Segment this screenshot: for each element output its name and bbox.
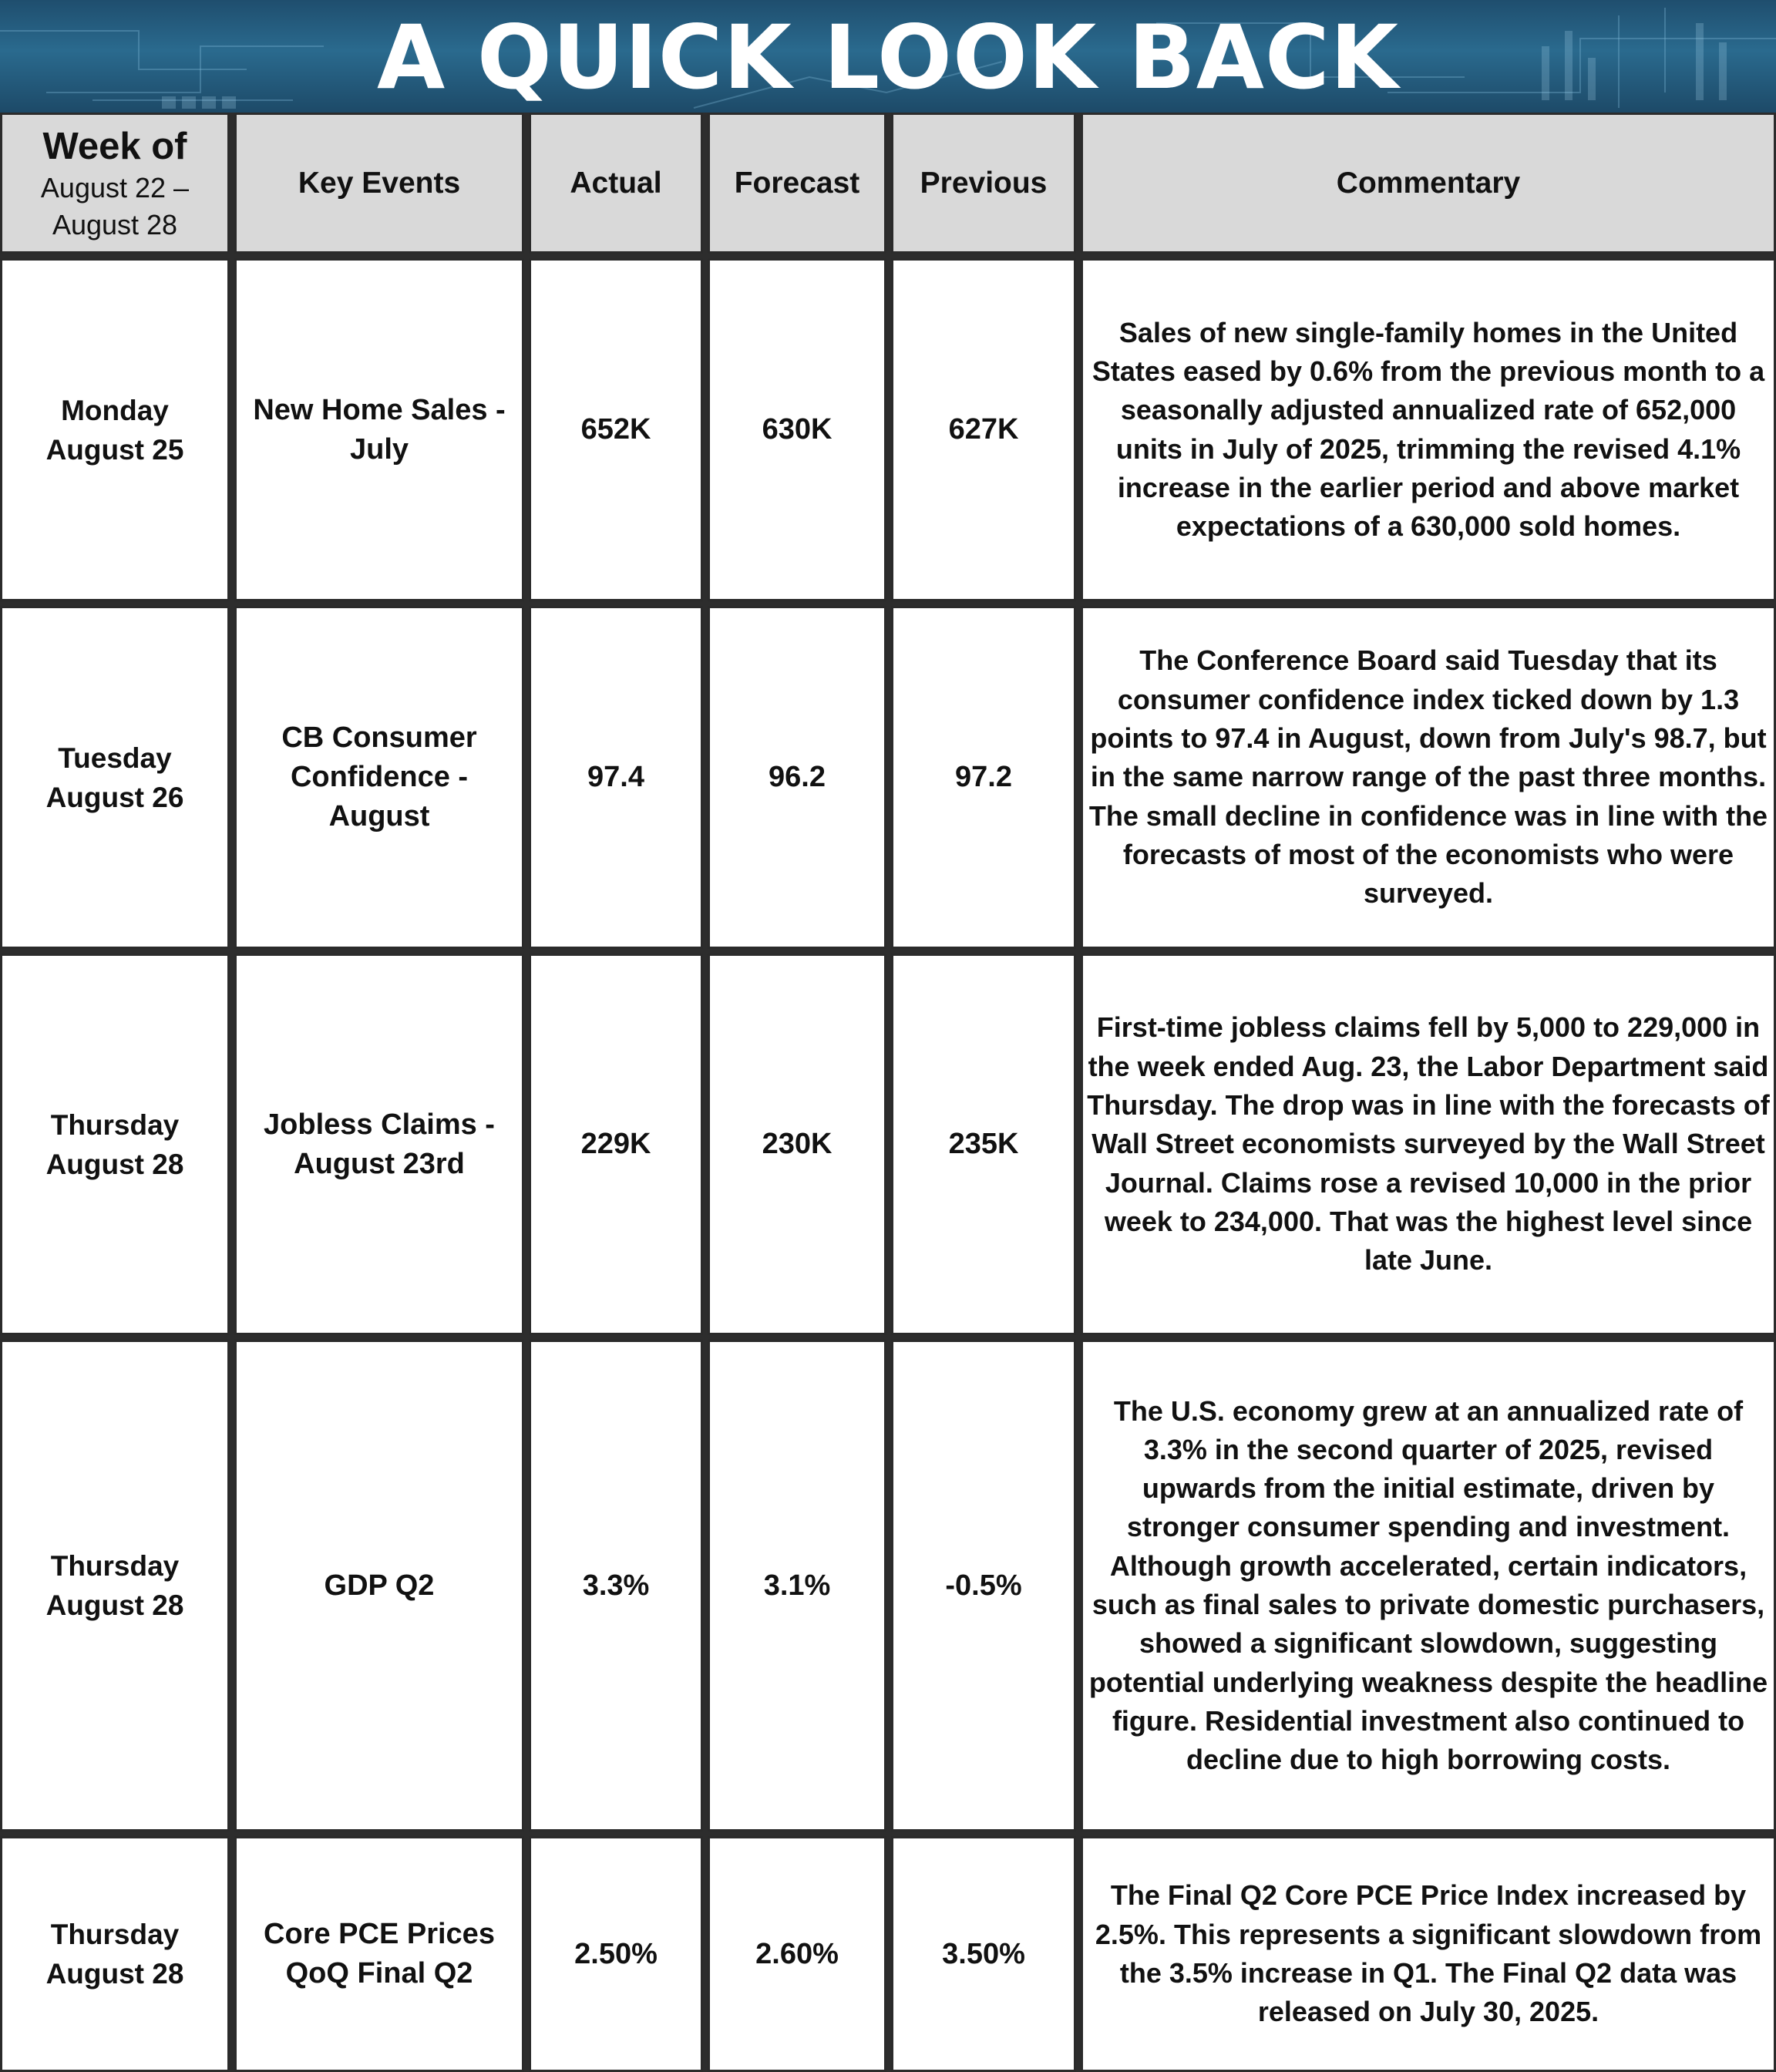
economic-events-table [0, 113, 1776, 2072]
title-banner [0, 0, 1776, 113]
row-date: August 28 [45, 1589, 184, 1621]
row-5-actual: 2.50% [529, 1836, 703, 2072]
row-day: Tuesday [58, 742, 172, 774]
header-forecast: Forecast [708, 113, 886, 254]
row-date: August 28 [45, 1148, 184, 1180]
row-1-event: New Home Sales - July [234, 258, 524, 601]
row-4-forecast: 3.1% [708, 1340, 886, 1832]
row-date: August 26 [45, 781, 184, 813]
week-of-label: Week of [42, 125, 187, 167]
row-3-forecast: 230K [708, 954, 886, 1335]
header-week-of [0, 113, 230, 254]
row-1-forecast: 630K [708, 258, 886, 601]
row-4-actual: 3.3% [529, 1340, 703, 1832]
row-5-date [0, 1836, 230, 2072]
row-2-date [0, 606, 230, 949]
row-1-previous: 627K [891, 258, 1076, 601]
row-2-previous: 97.2 [891, 606, 1076, 949]
header-commentary: Commentary [1081, 113, 1776, 254]
row-3-event: Jobless Claims - August 23rd [234, 954, 524, 1335]
row-3-actual: 229K [529, 954, 703, 1335]
row-5-event: Core PCE Prices QoQ Final Q2 [234, 1836, 524, 2072]
header-previous: Previous [891, 113, 1076, 254]
row-3-commentary: First-time jobless claims fell by 5,000 to 229,000 in the week ended Aug. 23, the Labor Department said Thursday. The drop was in line with the forecasts of Wall Street economists surveyed by the Wall Street Journal. Claims rose a revised 10,000 in the prior week to 234,000. That was the highest level since late June. [1081, 954, 1776, 1335]
row-4-previous: -0.5% [891, 1340, 1076, 1832]
row-4-commentary: The U.S. economy grew at an annualized rate of 3.3% in the second quarter of 2025, revised upwards from the initial estimate, driven by stronger consumer spending and investment. Although growth accelerated, certain indicators, such as final sales to private domestic purchasers, showed a significant slowdown, suggesting potential underlying weakness despite the headline figure. Residential investment also continued to decline due to high borrowing costs. [1081, 1340, 1776, 1832]
row-1-date [0, 258, 230, 601]
row-day: Monday [61, 394, 169, 426]
row-2-actual: 97.4 [529, 606, 703, 949]
row-4-event: GDP Q2 [234, 1340, 524, 1832]
row-1-commentary: Sales of new single-family homes in the United States eased by 0.6% from the previous month to a seasonally adjusted annualized rate of 652,000 units in July of 2025, trimming the revised 4.1% increase in the earlier period and above market expectations of a 630,000 sold homes. [1081, 258, 1776, 601]
row-5-commentary: The Final Q2 Core PCE Price Index increased by 2.5%. This represents a significant slowdown from the 3.5% increase in Q1. The Final Q2 data was released on July 30, 2025. [1081, 1836, 1776, 2072]
header-actual: Actual [529, 113, 703, 254]
row-2-commentary: The Conference Board said Tuesday that its consumer confidence index ticked down by 1.3 points to 97.4 in August, down from July's 98.7, but in the same narrow range of the past three months. The small decline in confidence was in line with the forecasts of most of the economists who were surveyed. [1081, 606, 1776, 949]
row-2-forecast: 96.2 [708, 606, 886, 949]
row-5-previous: 3.50% [891, 1836, 1076, 2072]
header-key-events: Key Events [234, 113, 524, 254]
row-date: August 28 [45, 1958, 184, 1990]
row-1-actual: 652K [529, 258, 703, 601]
row-5-forecast: 2.60% [708, 1836, 886, 2072]
row-day: Thursday [50, 1108, 180, 1141]
row-day: Thursday [50, 1919, 180, 1950]
row-3-previous: 235K [891, 954, 1076, 1335]
week-range-end: August 28 [52, 208, 178, 240]
row-day: Thursday [50, 1550, 180, 1582]
week-range-start: August 22 – [40, 171, 190, 204]
row-2-event: CB Consumer Confidence - August [234, 606, 524, 949]
row-date: August 25 [45, 433, 184, 466]
row-4-date [0, 1340, 230, 1832]
page-title: A QUICK LOOK BACK [376, 6, 1400, 109]
row-3-date [0, 954, 230, 1335]
